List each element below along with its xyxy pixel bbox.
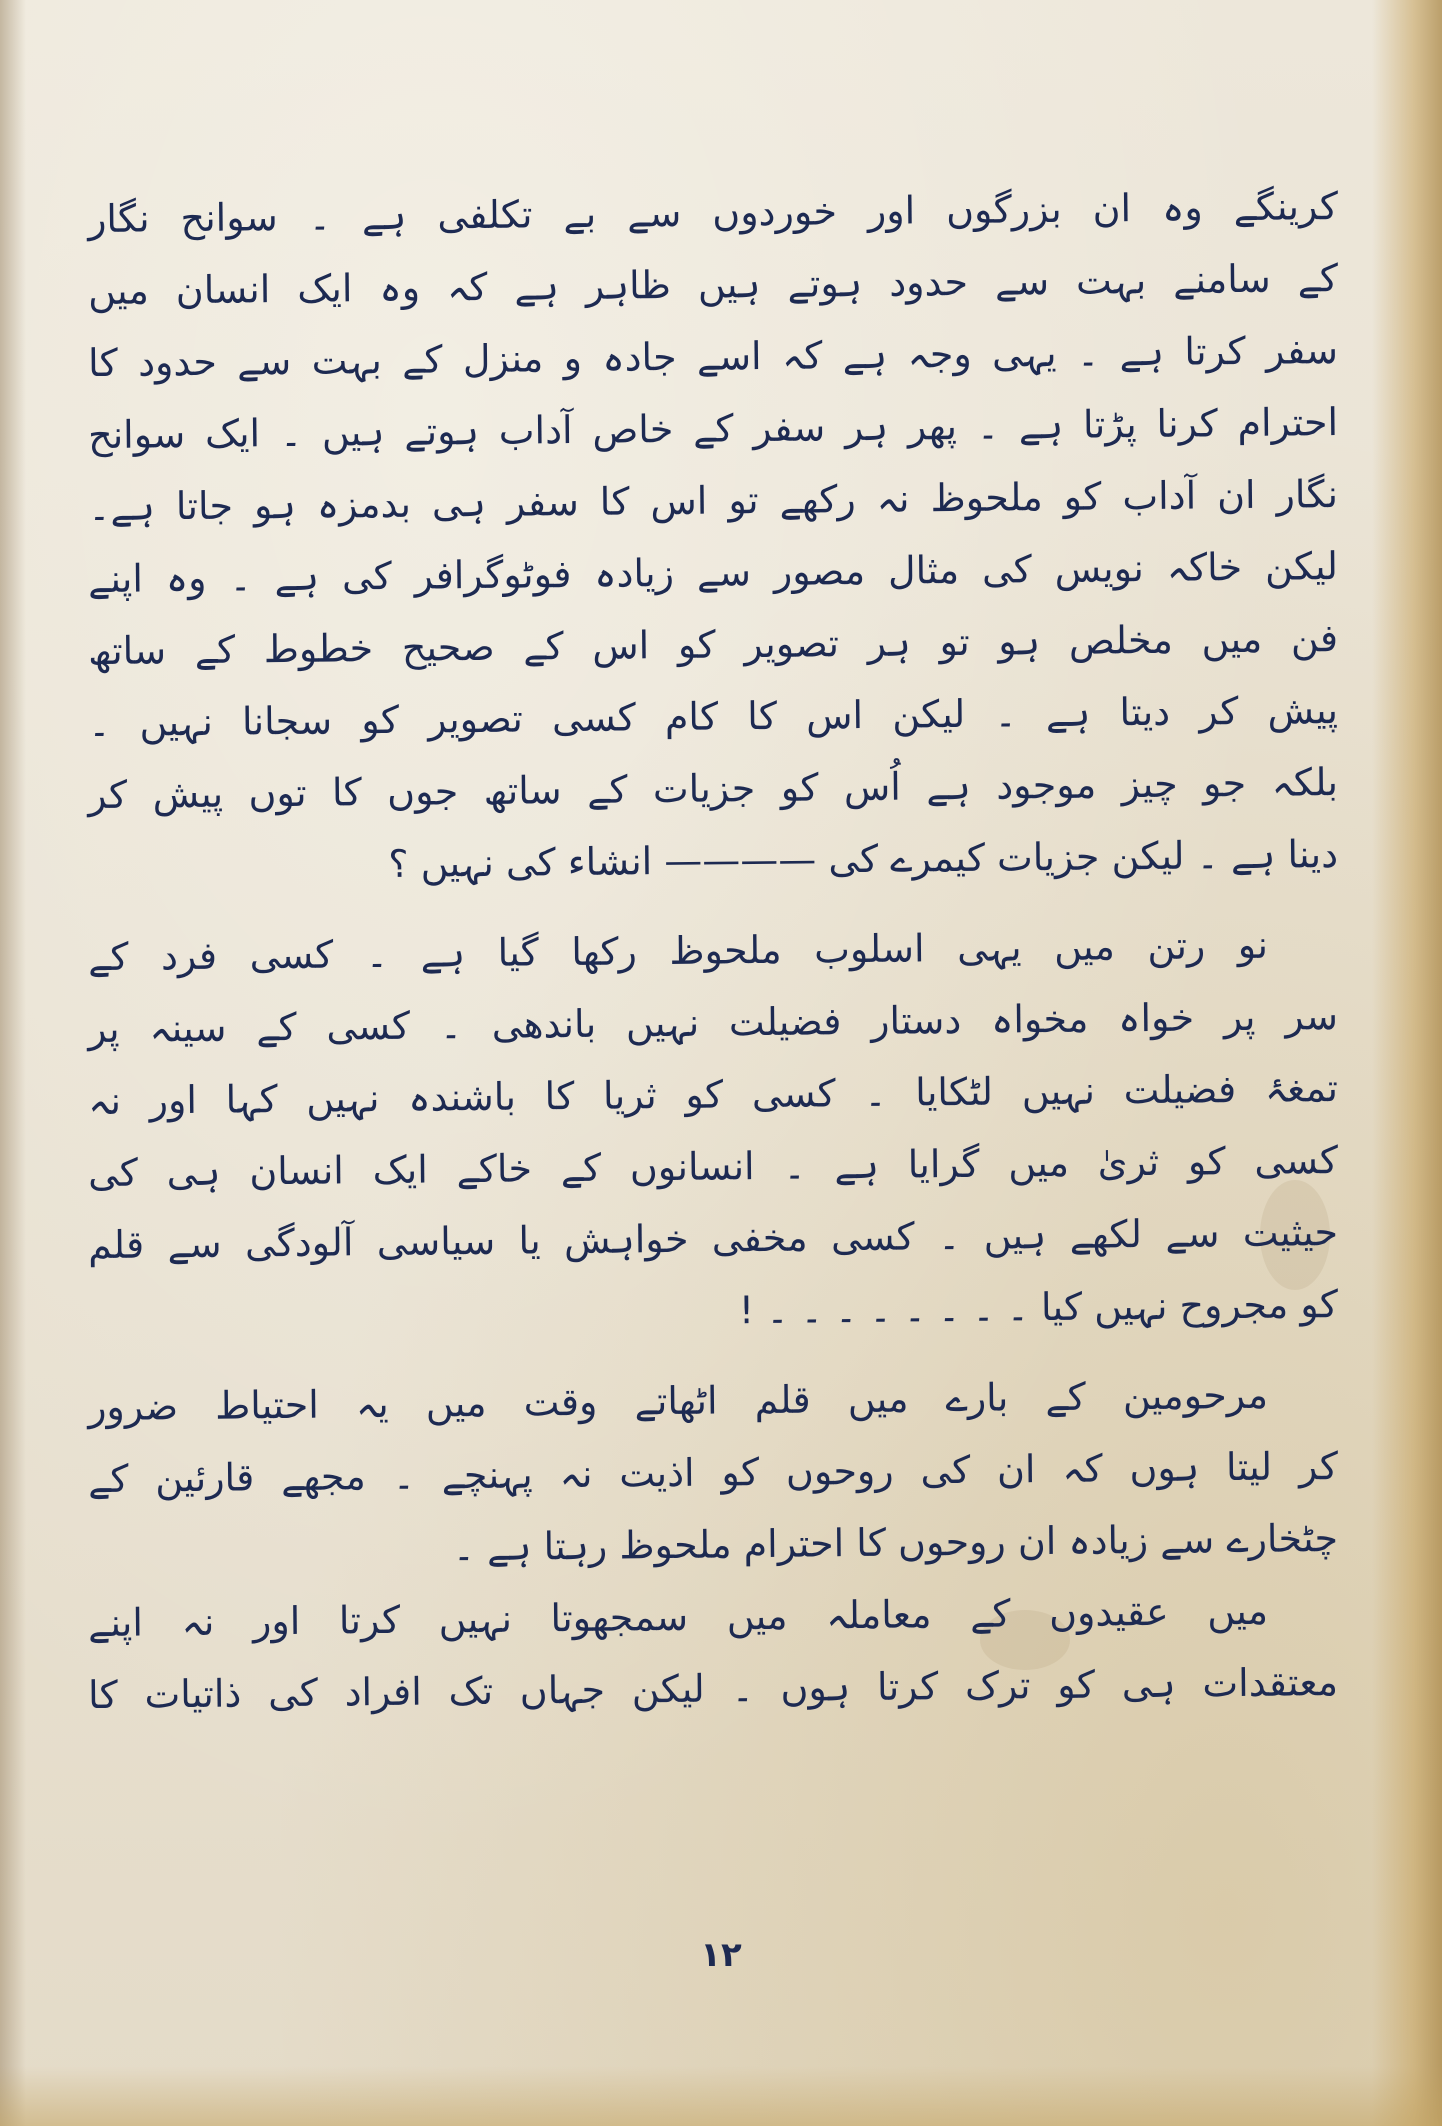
- text-line: دینا ہے ۔ لیکن جزیات کیمرے کی ———— انشاء کی نہیں ؟: [388, 832, 1339, 886]
- paragraph-3: [88, 1358, 1338, 1574]
- body-text: [88, 170, 1338, 1718]
- text-line: نگار ان آداب کو ملحوظ نہ رکھے تو اس کا سفر ہی بدمزہ ہو جاتا ہے۔: [87, 472, 1339, 530]
- text-line: حیثیت سے لکھے ہیں ۔ کسی مخفی خواہش یا سیاسی آلودگی سے قلم: [87, 1210, 1339, 1268]
- text-line: نو رتن میں یہی اسلوب ملحوظ رکھا گیا ہے ۔ کسی فرد کے: [87, 922, 1269, 980]
- text-line: چٹخارے سے زیادہ ان روحوں کا احترام ملحوظ رہتا ہے ۔: [452, 1516, 1339, 1570]
- paragraph-1: [88, 170, 1338, 890]
- page-bottom-edge-stain: [0, 2066, 1442, 2126]
- page-left-shadow: [0, 0, 26, 2126]
- paragraph-4: [88, 1574, 1338, 1718]
- text-line: میں عقیدوں کے معاملہ میں سمجھوتا نہیں کرتا اور نہ اپنے: [87, 1588, 1269, 1646]
- text-line: معتقدات ہی کو ترک کرتا ہوں ۔ لیکن جہاں تک افراد کی ذاتیات کا: [87, 1660, 1339, 1718]
- text-line: پیش کر دیتا ہے ۔ لیکن اس کا کام کسی تصویر کو سجانا نہیں ۔: [87, 688, 1339, 746]
- text-line: لیکن خاکہ نویس کی مثال مصور سے زیادہ فوٹوگرافر کی ہے ۔ وہ اپنے: [87, 544, 1339, 602]
- text-line: بلکہ جو چیز موجود ہے اُس کو جزیات کے ساتھ جوں کا توں پیش کر: [87, 760, 1339, 818]
- text-line: کسی کو ثریٰ میں گرایا ہے ۔ انسانوں کے خاکے ایک انسان ہی کی: [87, 1138, 1339, 1196]
- text-line: کرینگے وہ ان بزرگوں اور خوردوں سے بے تکلفی ہے ۔ سوانح نگار: [87, 184, 1339, 242]
- page-number: ۱۲: [700, 1935, 742, 1975]
- text-line: کے سامنے بہت سے حدود ہوتے ہیں ظاہر ہے کہ وہ ایک انسان میں: [87, 256, 1339, 314]
- text-line: فن میں مخلص ہو تو ہر تصویر کو اس کے صحیح خطوط کے ساتھ: [87, 616, 1339, 674]
- text-line: مرحومین کے بارے میں قلم اٹھاتے وقت میں یہ احتیاط ضرور: [87, 1372, 1269, 1430]
- paragraph-2: [88, 908, 1338, 1340]
- text-line: احترام کرنا پڑتا ہے ۔ پھر ہر سفر کے خاص آداب ہوتے ہیں ۔ ایک سوانح: [87, 400, 1339, 458]
- text-line: تمغۂ فضیلت نہیں لٹکایا ۔ کسی کو ثریا کا باشندہ نہیں کہا اور نہ: [87, 1066, 1339, 1124]
- text-line: سفر کرتا ہے ۔ یہی وجہ ہے کہ اسے جادہ و منزل کے بہت سے حدود کا: [87, 328, 1339, 386]
- text-line: کو مجروح نہیں کیا ۔ ۔ ۔ ۔ ۔ ۔ ۔ ۔ !: [738, 1282, 1339, 1333]
- text-line: سر پر خواہ مخواہ دستار فضیلت نہیں باندھی ۔ کسی کے سینہ پر: [87, 994, 1339, 1052]
- page-right-edge-stain: [1372, 0, 1442, 2126]
- text-line: کر لیتا ہوں کہ ان کی روحوں کو اذیت نہ پہنچے ۔ مجھے قارئین کے: [87, 1444, 1339, 1502]
